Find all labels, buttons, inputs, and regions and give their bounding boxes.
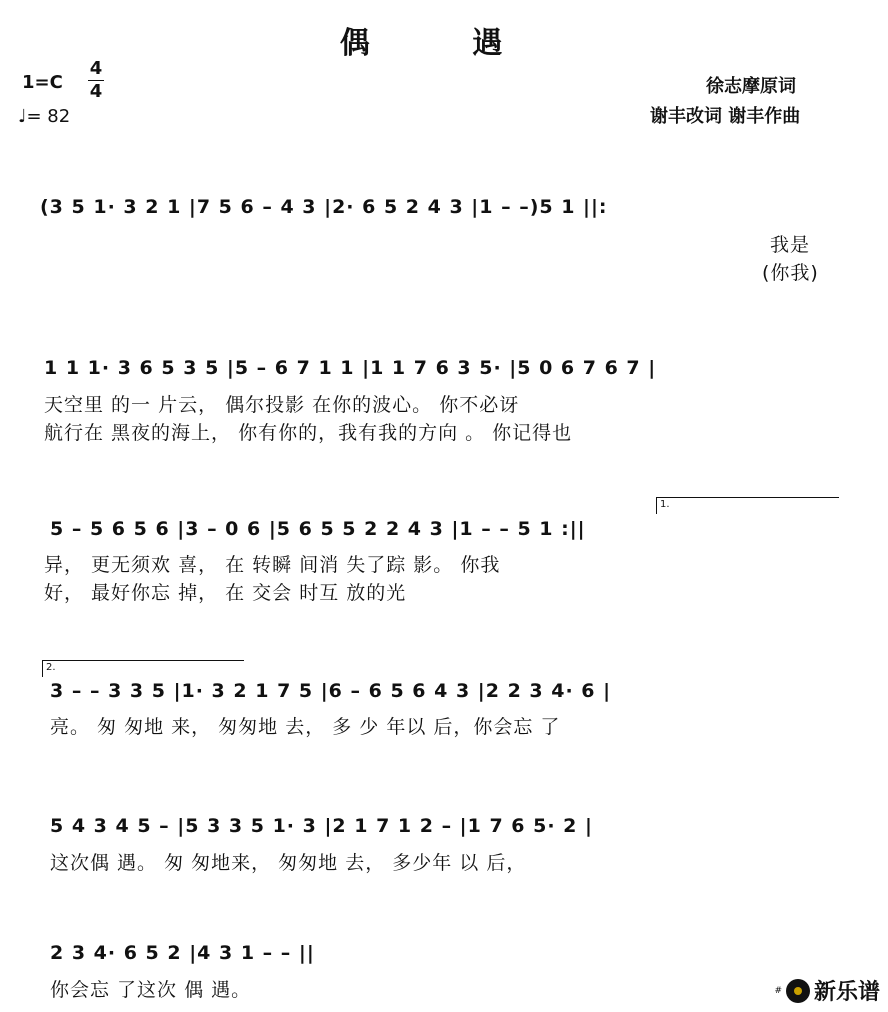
song-title: 偶 遇 xyxy=(339,26,549,61)
site-logo xyxy=(774,975,880,1006)
system-5-notes: 5 4 3 4 5 – |5 3 3 5 1· 3 |2 1 7 1 2 – |1 7 6 5· 2 | xyxy=(50,815,593,837)
system-4-notes: 3 – – 3 3 5 |1· 3 2 1 7 5 |6 – 6 5 6 4 3 |2 2 3 4· 6 | xyxy=(50,680,612,702)
record-icon xyxy=(786,979,810,1003)
lyricist-credit: 徐志摩原词 xyxy=(706,76,796,97)
system-6-lyric-1: 你会忘 了这次 偶 遇。 xyxy=(50,979,252,1001)
time-sig-bottom: 4 xyxy=(89,81,103,102)
system-5-lyric-1: 这次偶 遇。 匆 匆地来， 匆匆地 去， 多少年 以 后， xyxy=(50,852,527,874)
system-4-lyric-1: 亮。 匆 匆地 来， 匆匆地 去， 多 少 年以 后，你会忘 了 xyxy=(50,716,561,738)
volta-1-bracket xyxy=(656,497,839,514)
system-6-notes: 2 3 4· 6 5 2 |4 3 1 – – || xyxy=(50,942,315,964)
tempo-marking: ♩= 82 xyxy=(18,106,71,127)
system-1-lyric-2: (你我) xyxy=(762,262,819,284)
system-2-lyric-1: 天空里 的一 片云， 偶尔投影 在你的波心。 你不必讶 xyxy=(44,394,520,416)
system-1-notes: (3 5 1· 3 2 1 |7 5 6 – 4 3 |2· 6 5 2 4 3 |1 – –)5 1 ||: xyxy=(40,196,608,218)
system-2-lyric-2: 航行在 黑夜的海上， 你有你的，我有我的方向 。 你记得也 xyxy=(44,422,573,444)
key-signature: 1=C xyxy=(22,72,63,93)
logo-text: 新乐谱 xyxy=(813,980,880,1005)
volta-2-label: 2. xyxy=(46,662,56,673)
time-signature xyxy=(88,58,104,103)
system-3-notes: 5 – 5 6 5 6 |3 – 0 6 |5 6 5 5 2 2 4 3 |1 – – 5 1 :|| xyxy=(50,518,586,540)
volta-1-label: 1. xyxy=(660,499,670,510)
composer-credit: 谢丰改词 谢丰作曲 xyxy=(650,106,801,127)
logo-mark: # xyxy=(774,985,782,996)
system-2-notes: 1 1 1· 3 6 5 3 5 |5 – 6 7 1 1 |1 1 7 6 3 5· |5 0 6 7 6 7 | xyxy=(44,357,657,379)
system-3-lyric-1: 异， 更无须欢 喜， 在 转瞬 间消 失了踪 影。 你我 xyxy=(44,554,501,576)
volta-2-bracket xyxy=(42,660,244,677)
system-1-lyric-1: 我是 xyxy=(770,234,811,256)
time-sig-top: 4 xyxy=(89,58,103,79)
system-3-lyric-2: 好， 最好你忘 掉， 在 交会 时互 放的光 xyxy=(44,582,407,604)
